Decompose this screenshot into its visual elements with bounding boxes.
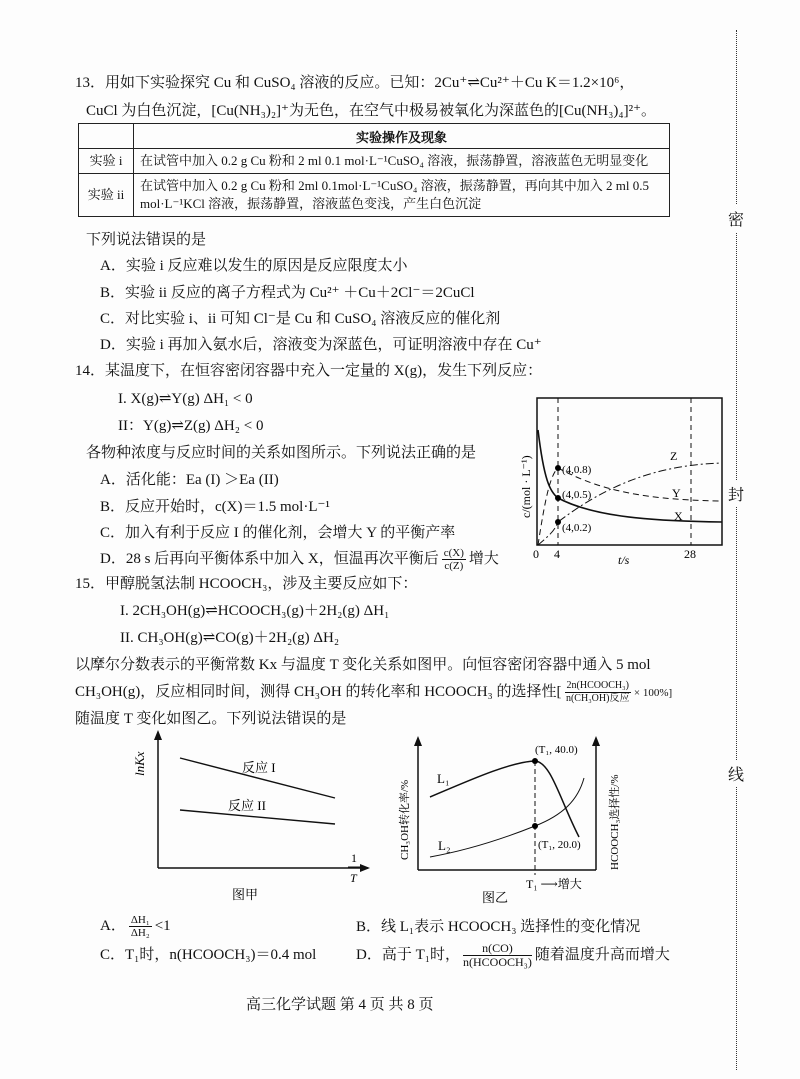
- label-z: Z: [670, 449, 678, 463]
- q15-option-a-tail: <1: [154, 918, 171, 934]
- q14-option-c: C．加入有利于反应 I 的催化剂，会增大 Y 的平衡产率: [100, 525, 456, 541]
- q15-option-d-line: [356, 940, 670, 970]
- q14-concentration-chart: [500, 390, 730, 575]
- row-text: 在试管中加入 0.2 g Cu 粉和 2ml 0.1mol·L⁻¹CuSO₄ 溶液，振荡静置，再向其中加入 2 ml 0.5 mol·L⁻¹KCl 溶液，振荡静置，溶液蓝色变浅，产生白色沉淀: [134, 174, 670, 217]
- xtick-4: 4: [554, 547, 560, 561]
- x-arrow-icon: [360, 864, 370, 872]
- q15-paragraph-2-line: [75, 679, 672, 706]
- label-point-top: (T₁, 40.0): [535, 744, 578, 756]
- q13-option-b: B．实验 ii 反应的离子方程式为 Cu²⁺ ＋Cu＋2Cl⁻＝2CuCl: [100, 285, 475, 301]
- row-label: 实验 ii: [79, 174, 134, 217]
- q15-stem: 15．甲醇脱氢法制 HCOOCH₃，涉及主要反应如下：: [75, 576, 418, 592]
- x-axis-label: T₁ ⟶增大: [526, 877, 582, 891]
- table-row: [79, 174, 670, 217]
- table-header-empty: [79, 124, 134, 149]
- series-x-line: [538, 430, 722, 522]
- q15-paragraph-3: 随温度 T 变化如图乙。下列说法错误的是: [75, 711, 347, 727]
- q14-reaction-1: I. X(g)⇌Y(g) ΔH₁ < 0: [118, 391, 253, 407]
- point-bottom: [532, 823, 538, 829]
- xtick-28: 28: [684, 547, 696, 561]
- q14-stem: 14．某温度下，在恒容密闭容器中充入一定量的 X(g)，发生下列反应：: [75, 363, 543, 379]
- label-L1: L₁: [437, 771, 450, 786]
- q13-prompt: 下列说法错误的是: [86, 232, 207, 248]
- q13-experiment-table: [78, 123, 670, 217]
- y-axis-label: lnKx: [132, 751, 147, 776]
- q15-paragraph-2-tail: × 100%]: [633, 687, 673, 699]
- label-point-1: (4,0.8): [562, 464, 592, 476]
- q15-option-d-tail: 随着温度升高而增大: [534, 947, 670, 963]
- q14-reaction-2: II：Y(g)⇌Z(g) ΔH₂ < 0: [118, 418, 264, 434]
- frac-num: ΔH₁: [130, 914, 150, 927]
- margin-seal-mi: 密: [728, 205, 744, 232]
- q15-option-b: B．线 L₁表示 HCOOCH₃ 选择性的变化情况: [356, 919, 641, 935]
- q15-option-d-fraction: [463, 942, 532, 969]
- x-axis-label: t/s: [618, 553, 630, 567]
- frac-num: n(CO): [463, 942, 532, 956]
- frac-num: c(X): [443, 547, 464, 560]
- label-reaction-1: 反应 I: [242, 760, 276, 775]
- y-axis-label: c/(mol · L⁻¹): [519, 455, 533, 518]
- frac-den: ΔH₂: [130, 927, 150, 940]
- q13-option-a: A．实验 i 反应难以发生的原因是反应限度太小: [100, 258, 408, 274]
- label-L2: L₂: [438, 838, 451, 853]
- right-axis-label: HCOOCH₃选择性/%: [609, 774, 621, 870]
- q13-option-d: D．实验 i 再加入氨水后，溶液变为深蓝色，可证明溶液中存在 Cu⁺: [100, 337, 542, 353]
- q13-stem-line2: CuCl 为白色沉淀，[Cu(NH₃)₂]⁺为无色，在空气中极易被氧化为深蓝色的[Cu(NH₃)₄]²⁺。: [86, 103, 656, 119]
- selectivity-fraction: [565, 680, 631, 705]
- q14-description: 各物种浓度与反应时间的关系如图所示。下列说法正确的是: [86, 445, 477, 461]
- point-top: [532, 758, 538, 764]
- y-arrow-icon: [154, 730, 162, 740]
- left-arrow-icon: [414, 736, 422, 746]
- point-x: [555, 495, 561, 501]
- caption-yi: 图乙: [482, 890, 509, 905]
- figure-yi: [370, 720, 640, 905]
- q15-paragraph-1: 以摩尔分数表示的平衡常数 Kx 与温度 T 变化关系如图甲。向恒容密闭容器中通入 5 mol: [75, 657, 651, 673]
- caption-jia: 图甲: [232, 887, 259, 902]
- x-label-den: T: [350, 871, 357, 885]
- q15-reaction-1: I. 2CH₃OH(g)⇌HCOOCH₃(g)＋2H₂(g) ΔH₁: [120, 603, 390, 619]
- q15-option-a-line: [100, 912, 171, 940]
- frac-den: n(HCOOCH₃): [462, 955, 532, 970]
- right-arrow-icon: [592, 736, 600, 746]
- q14-fraction: [442, 547, 466, 572]
- q14-option-d-tail: 增大: [468, 551, 499, 567]
- margin-seal-feng: 封: [728, 480, 744, 507]
- frac-num: 2n(HCOOCH₃): [566, 680, 629, 692]
- q15-reaction-2: II. CH₃OH(g)⇌CO(g)＋2H₂(g) ΔH₂: [120, 630, 340, 646]
- frac-den: n(CH₃OH)反应: [565, 693, 630, 705]
- frac-den: c(Z): [444, 560, 464, 573]
- row-text: 在试管中加入 0.2 g Cu 粉和 2 ml 0.1 mol·L⁻¹CuSO₄ 溶液，振荡静置，溶液蓝色无明显变化: [134, 149, 670, 174]
- q15-paragraph-2: CH₃OH(g)，反应相同时间，测得 CH₃OH 的转化率和 HCOOCH₃ 的选择性[: [75, 684, 562, 700]
- margin-seal-xian: 线: [728, 760, 744, 787]
- q15-option-a-prefix: A．: [100, 918, 126, 934]
- q15-option-c: C．T₁时，n(HCOOCH₃)＝0.4 mol: [100, 947, 317, 963]
- q14-option-d: D．28 s 后再向平衡体系中加入 X，恒温再次平衡后: [100, 551, 439, 567]
- table-row: [79, 149, 670, 174]
- q15-option-a-fraction: [129, 914, 152, 939]
- row-label: 实验 i: [79, 149, 134, 174]
- label-reaction-2: 反应 II: [228, 798, 266, 813]
- x-label-num: 1: [351, 851, 357, 865]
- point-y: [555, 465, 561, 471]
- label-point-3: (4,0.2): [562, 522, 592, 534]
- binding-line: [736, 30, 737, 1070]
- point-z: [555, 519, 561, 525]
- q13-option-c: C．对比实验 i、ii 可知 Cl⁻是 Cu 和 CuSO₄ 溶液反应的催化剂: [100, 311, 501, 327]
- table-header: 实验操作及现象: [134, 124, 670, 149]
- q15-option-d-prefix: D．高于 T₁时，: [356, 947, 460, 963]
- q14-option-b: B．反应开始时，c(X)＝1.5 mol·L⁻¹: [100, 499, 330, 515]
- q14-option-a: A．活化能：Ea (I) ＞Ea (II): [100, 472, 279, 488]
- label-y: Y: [672, 486, 681, 500]
- label-x: X: [674, 509, 683, 523]
- left-axis-label: CH₃OH转化率/%: [399, 779, 411, 860]
- line-L1: [430, 761, 579, 837]
- q13-stem-line1: 13．用如下实验探究 Cu 和 CuSO₄ 溶液的反应。已知：2Cu⁺⇌Cu²⁺＋Cu K＝1.2×10⁶，: [75, 75, 635, 91]
- label-point-bottom: (T₁, 20.0): [538, 839, 581, 851]
- xtick-0: 0: [533, 547, 539, 561]
- page-footer: 高三化学试题 第 4 页 共 8 页: [246, 997, 434, 1013]
- q14-option-d-line: [100, 546, 499, 572]
- label-point-2: (4,0.5): [562, 489, 592, 501]
- figure-jia: [110, 728, 380, 903]
